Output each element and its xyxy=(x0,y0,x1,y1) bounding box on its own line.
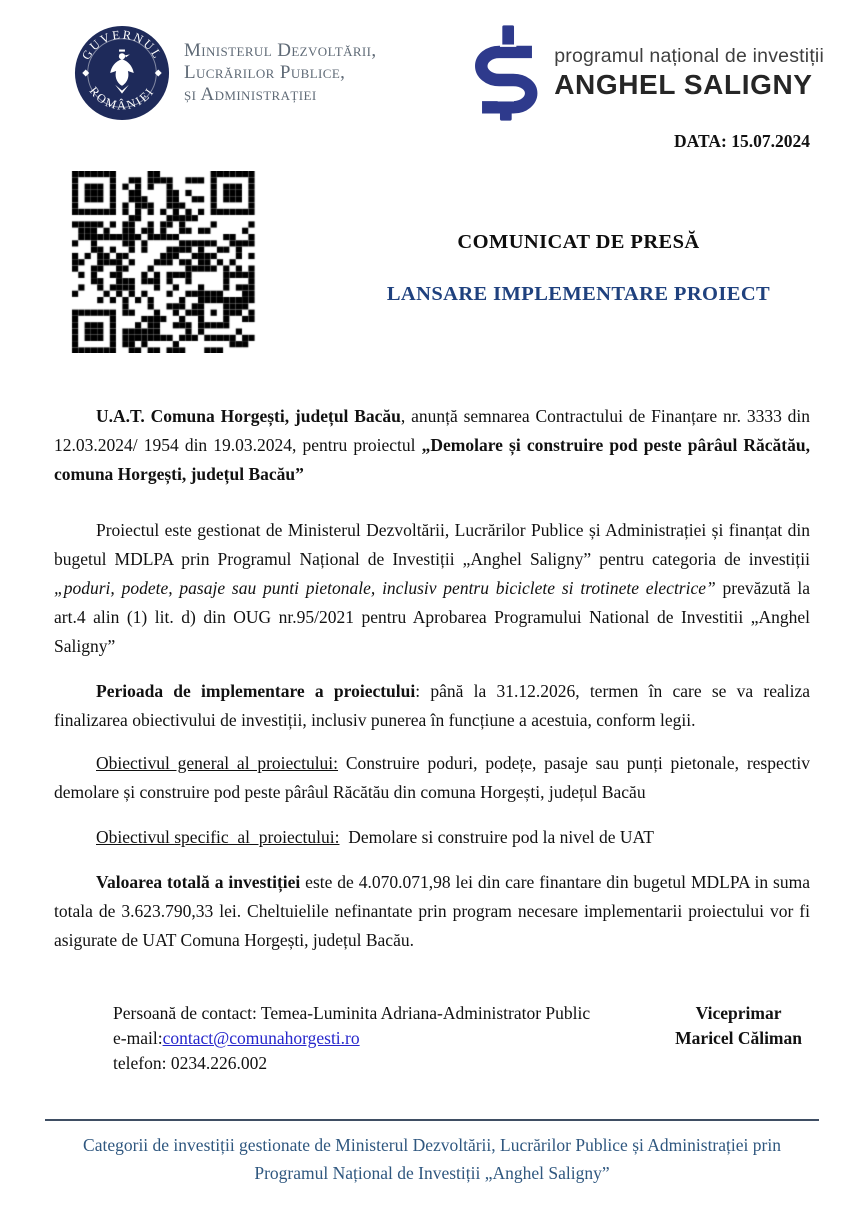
email-link[interactable]: contact@comunahorgesti.ro xyxy=(162,1028,360,1048)
contact-details xyxy=(54,1001,590,1076)
paragraph-specific-objective: Obiectivul specific al proiectului: Demolare si construire pod la nivel de UAT xyxy=(96,827,654,847)
project-launch-subtitle: LANSARE IMPLEMENTARE PROIECT xyxy=(386,283,771,305)
qr-code xyxy=(71,171,257,353)
ministry-name-line1: Ministerul Dezvoltării, xyxy=(184,40,377,61)
contact-block xyxy=(0,1001,864,1076)
email-label: e-mail: xyxy=(113,1028,163,1048)
contact-person: Persoană de contact: Temea-Luminita Adriana-Administrator Public xyxy=(113,1003,591,1023)
signatory-name: Maricel Căliman xyxy=(675,1028,802,1048)
date-line: DATA: 15.07.2024 xyxy=(674,131,810,151)
government-of-romania-seal-icon xyxy=(73,24,171,122)
contact-phone: telefon: 0234.226.002 xyxy=(113,1053,268,1073)
paragraph-implementation-period: Perioada de implementare a proiectului: până la 31.12.2026, termen în care se va realiza finalizarea obiectivului de investiții, inclusiv punerea în funcțiune a acestuia, conform legii. xyxy=(54,681,811,730)
footer-note: Categorii de investiții gestionate de Ministerul Dezvoltării, Lucrărilor Publice și Administrației prin Programul Național de Investiții „Anghel Saligny” xyxy=(83,1135,781,1183)
anghel-saligny-s-logo-icon xyxy=(468,25,546,121)
program-logo xyxy=(468,25,824,121)
signatory-block xyxy=(675,1001,802,1051)
contact-email-line xyxy=(113,1026,590,1051)
ministry-name-line3: și Administrației xyxy=(184,84,317,105)
signatory-title: Viceprimar xyxy=(695,1003,782,1023)
title-block xyxy=(261,171,810,353)
program-name: ANGHEL SALIGNY xyxy=(554,69,813,100)
paragraph-project-management: Proiectul este gestionat de Ministerul Dezvoltării, Lucrărilor Publice și Administrației și finanțat din bugetul MDLPA prin Programul Național de Investiții „Anghel Saligny” pentru categoria de investiții „poduri, podete, pasaje sau punti pietonale, inclusiv pentru biciclete si trotinete electrice” prevăzută la art.4 alin (1) lit. d) din OUG nr.95/2021 pentru Aprobarea Programului National de Investitii „Anghel Saligny” xyxy=(54,520,810,656)
seal-arc-top-text: GUVERNUL xyxy=(78,27,166,63)
seal-arc-bottom-text: ROMÂNIEI xyxy=(86,84,158,113)
paragraph-general-objective: Obiectivul general al proiectului: Construire poduri, podețe, pasaje sau punți pietonale, respectiv demolare și construire pod peste pârâul Răcătău din comuna Horgești, județul Bacău xyxy=(54,753,810,802)
ministry-name-line2: Lucrărilor Publice, xyxy=(184,62,346,83)
footer-divider xyxy=(45,1119,819,1121)
qr-box xyxy=(71,171,261,353)
program-text xyxy=(554,45,824,101)
qr-title-row xyxy=(0,171,864,353)
header xyxy=(0,0,864,122)
paragraph-contract-announcement: U.A.T. Comuna Horgești, județul Bacău, anunță semnarea Contractului de Finanțare nr. 3333 din 12.03.2024/ 1954 din 19.03.2024, pentru proiectul „Demolare și construire pod peste pârâul Răcătău, comuna Horgești, județul Bacău” xyxy=(54,406,811,484)
paragraph-total-value: Valoarea totală a investiției este de 4.070.071,98 lei din care finantare din bugetul MDLPA in suma totala de 3.623.790,33 lei. Cheltuielile nefinantate prin program necesare implementarii proiectului vor fi asigurate de UAT Comuna Horgești, județul Bacău. xyxy=(54,872,810,950)
body-text xyxy=(0,402,864,955)
press-release-title: COMUNICAT DE PRESĂ xyxy=(457,231,700,253)
ministry-name xyxy=(184,40,377,106)
program-tagline: programul național de investiții xyxy=(554,45,824,67)
